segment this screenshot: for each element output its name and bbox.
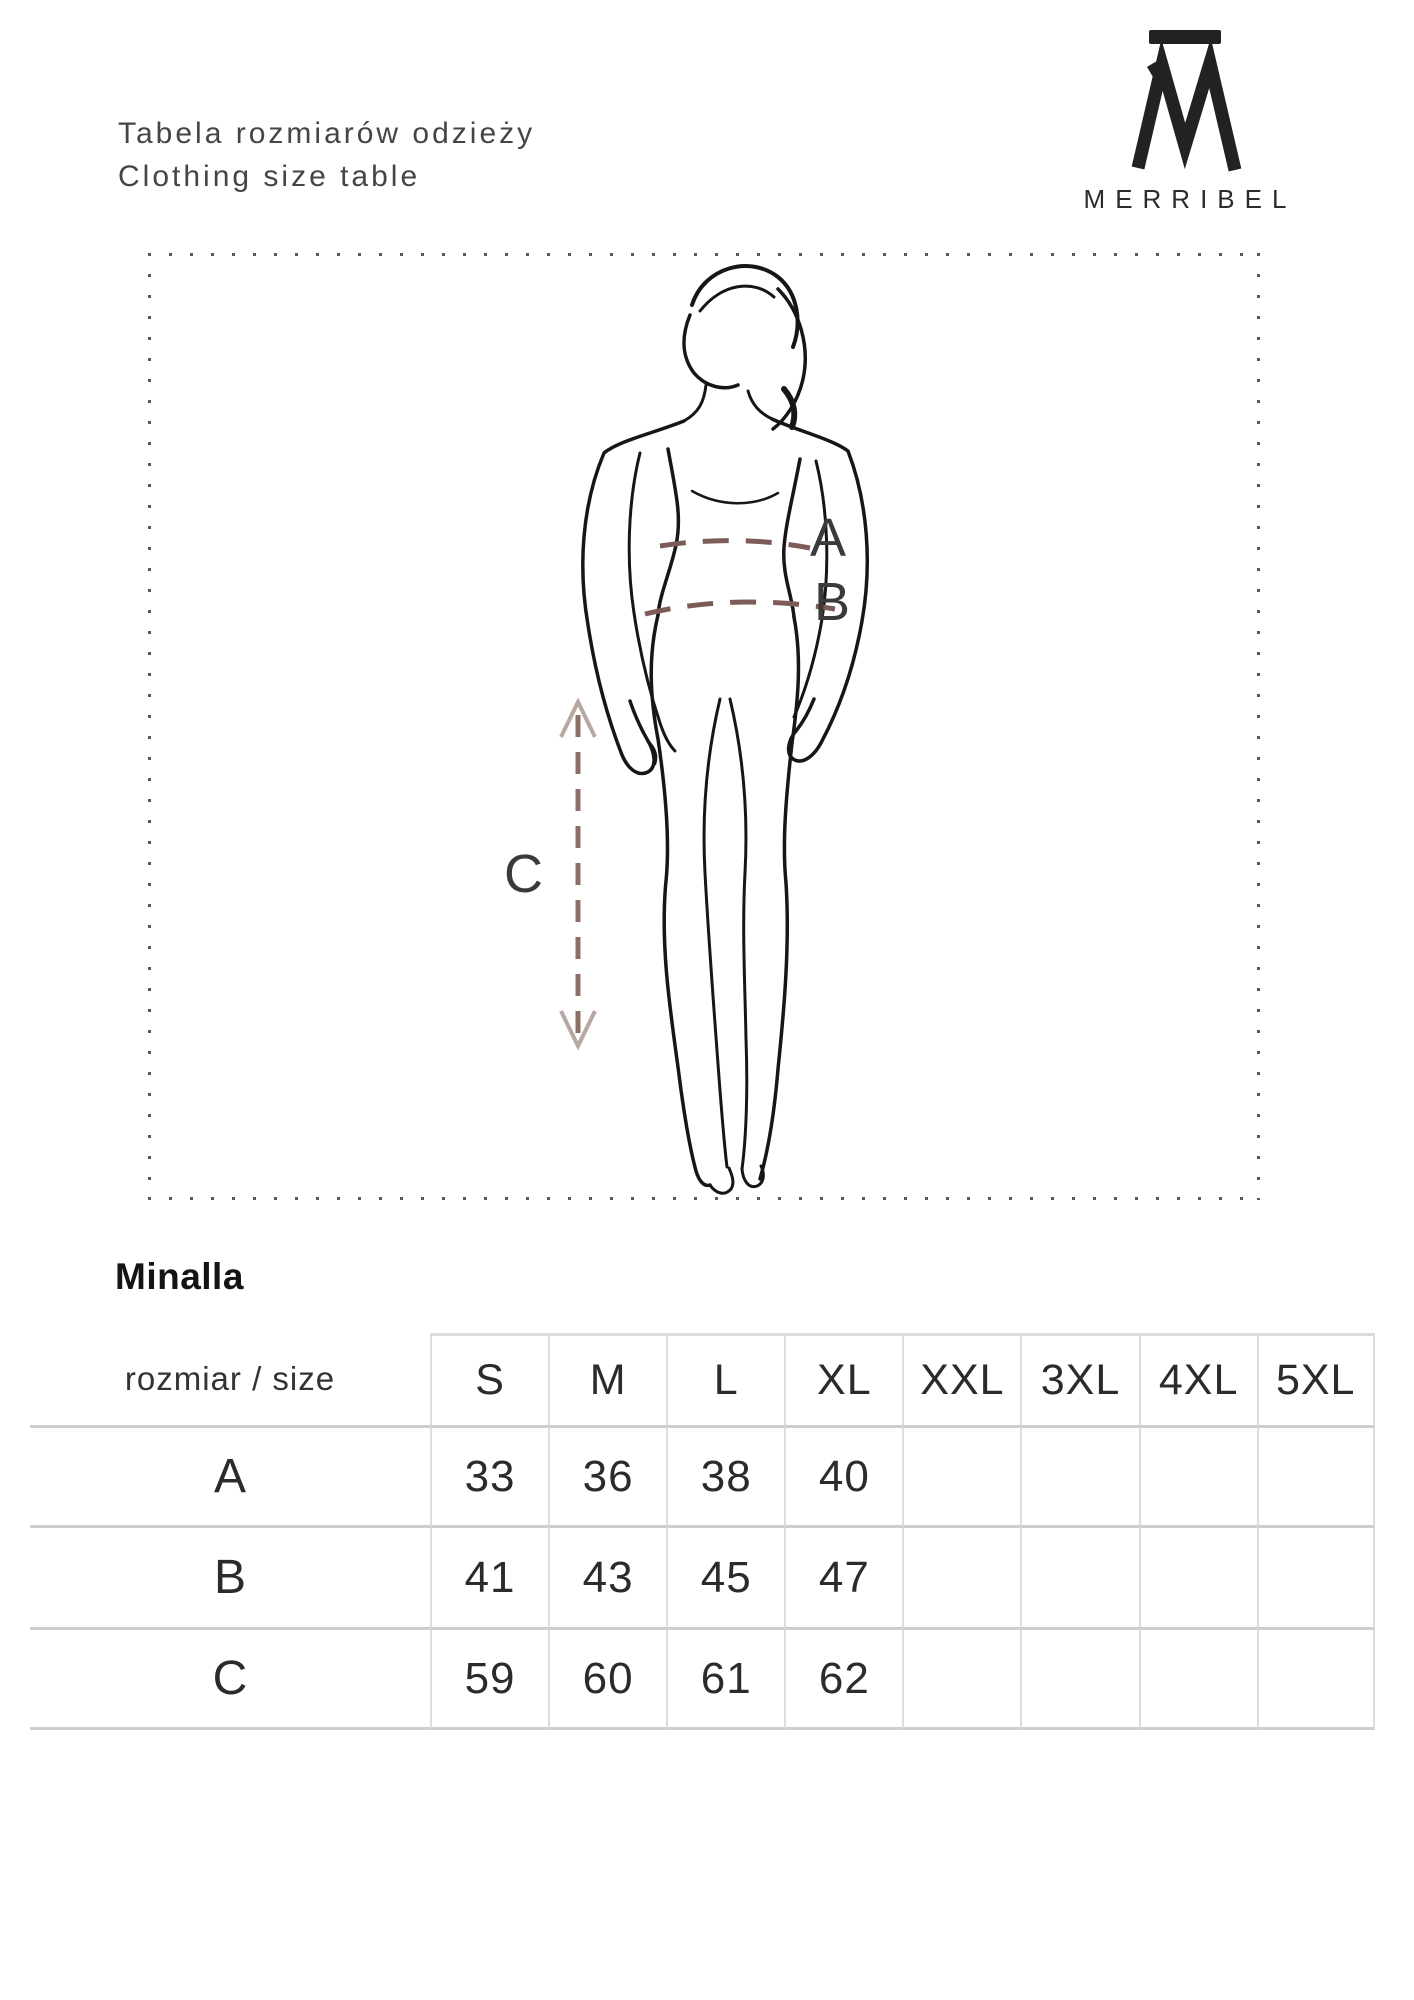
value-b-4xl <box>1139 1528 1257 1630</box>
measure-label-a: A <box>810 508 847 568</box>
size-table <box>30 1333 1375 1730</box>
row-label-a: A <box>30 1428 430 1528</box>
table-corner-label: rozmiar / size <box>30 1333 430 1428</box>
size-header-xl: XL <box>784 1333 902 1428</box>
value-a-3xl <box>1020 1428 1138 1528</box>
value-a-m: 36 <box>548 1428 666 1528</box>
value-a-xl: 40 <box>784 1428 902 1528</box>
page-title <box>118 112 535 198</box>
value-b-5xl <box>1257 1528 1375 1630</box>
size-header-3xl: 3XL <box>1020 1333 1138 1428</box>
value-b-3xl <box>1020 1528 1138 1630</box>
size-header-m: M <box>548 1333 666 1428</box>
value-a-xxl <box>902 1428 1020 1528</box>
value-b-xxl <box>902 1528 1020 1630</box>
value-a-l: 38 <box>666 1428 784 1528</box>
measurement-diagram-box <box>148 253 1260 1200</box>
length-measure-arrow <box>561 702 595 1046</box>
size-header-l: L <box>666 1333 784 1428</box>
row-label-b: B <box>30 1528 430 1630</box>
body-sketch-figure <box>148 253 1260 1200</box>
title-english: Clothing size table <box>118 160 421 193</box>
title-polish: Tabela rozmiarów odzieży <box>118 117 536 150</box>
row-label-c: C <box>30 1630 430 1730</box>
value-a-4xl <box>1139 1428 1257 1528</box>
value-c-3xl <box>1020 1630 1138 1730</box>
value-b-l: 45 <box>666 1528 784 1630</box>
product-name: Minalla <box>115 1256 244 1297</box>
value-b-m: 43 <box>548 1528 666 1630</box>
value-c-m: 60 <box>548 1630 666 1730</box>
value-c-4xl <box>1139 1630 1257 1730</box>
size-header-5xl: 5XL <box>1257 1333 1375 1428</box>
value-c-s: 59 <box>430 1630 548 1730</box>
value-c-5xl <box>1257 1630 1375 1730</box>
size-header-xxl: XXL <box>902 1333 1020 1428</box>
brand-block <box>1040 24 1330 215</box>
measure-label-b: B <box>814 572 851 632</box>
value-a-s: 33 <box>430 1428 548 1528</box>
size-header-s: S <box>430 1333 548 1428</box>
size-header-4xl: 4XL <box>1139 1333 1257 1428</box>
value-c-xxl <box>902 1630 1020 1730</box>
value-c-xl: 62 <box>784 1630 902 1730</box>
value-b-s: 41 <box>430 1528 548 1630</box>
value-b-xl: 47 <box>784 1528 902 1630</box>
merribel-logo-icon <box>1123 24 1247 176</box>
value-a-5xl <box>1257 1428 1375 1528</box>
value-c-l: 61 <box>666 1630 784 1730</box>
measure-label-c: C <box>504 844 543 904</box>
brand-name: MERRIBEL <box>1083 184 1297 214</box>
